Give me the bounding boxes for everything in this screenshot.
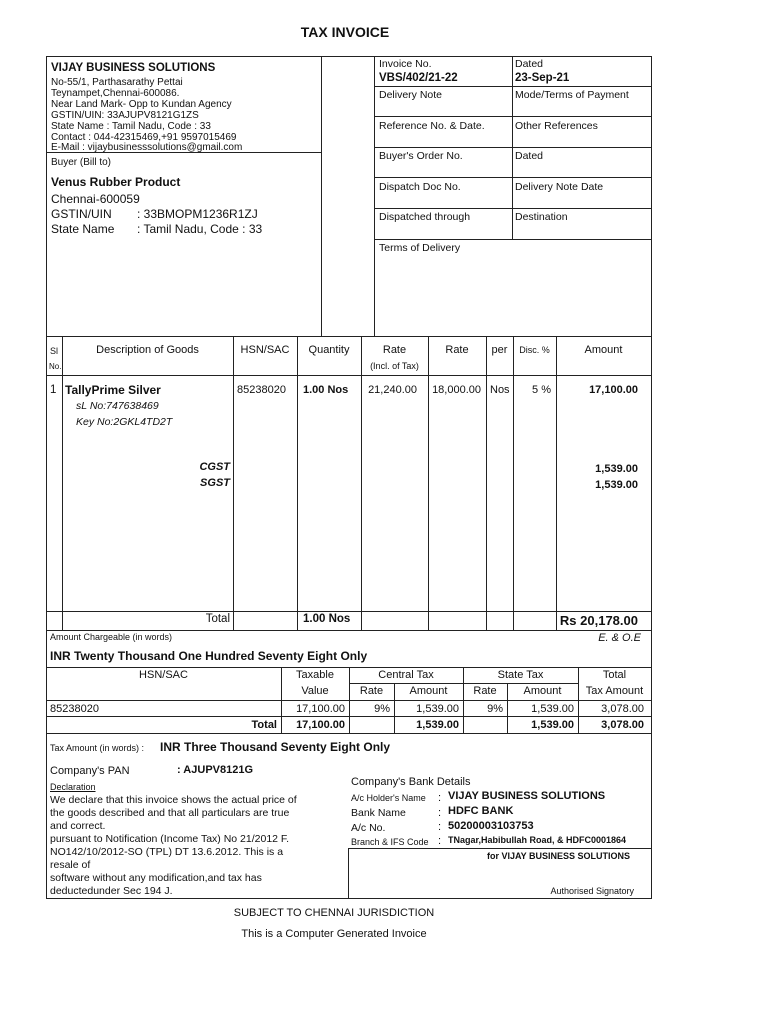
acno-label: A/c No. xyxy=(351,822,386,834)
items-col-line xyxy=(297,336,298,631)
taxable-header: Taxable xyxy=(296,669,334,681)
item-key-no: Key No:2GKL4TD2T xyxy=(76,416,173,428)
invoice-date: 23-Sep-21 xyxy=(515,72,570,84)
meta-left-line xyxy=(374,56,375,336)
buyer-gstin-value: : 33BMOPM1236R1ZJ xyxy=(137,207,258,221)
terms-delivery-label: Terms of Delivery xyxy=(379,242,461,254)
acno-sep: : xyxy=(438,821,442,833)
bank-sep: : xyxy=(438,807,442,819)
cgst-amount: 1,539.00 xyxy=(595,463,638,475)
signature-box-left xyxy=(348,848,349,899)
pan-value: : AJUPV8121G xyxy=(177,764,254,776)
per-header: per xyxy=(491,344,508,356)
central-rate-header: Rate xyxy=(359,685,384,697)
bank-name-label: Bank Name xyxy=(351,807,406,819)
for-company: for VIJAY BUSINESS SOLUTIONS xyxy=(486,851,630,861)
hsn-header: HSN/SAC xyxy=(240,344,290,356)
tax-total-central: 1,539.00 xyxy=(416,719,459,731)
order-dated-label: Dated xyxy=(515,150,544,162)
item-sl: 1 xyxy=(50,384,57,396)
declaration-line: and correct. xyxy=(50,820,106,832)
meta-row-line xyxy=(374,86,652,87)
disc-header: Disc. % xyxy=(519,345,550,355)
account-number: 50200003103753 xyxy=(448,820,534,832)
invoice-no: VBS/402/21-22 xyxy=(379,72,458,84)
item-quantity: 1.00 Nos xyxy=(303,384,349,396)
tax-row-taxable: 17,100.00 xyxy=(296,703,345,715)
frame-top xyxy=(46,56,652,57)
meta-row-line xyxy=(374,116,652,117)
tax-total-taxable: 17,100.00 xyxy=(296,719,345,731)
item-name: TallyPrime Silver xyxy=(65,383,161,397)
declaration-line: software without any modification,and tax has xyxy=(50,872,262,884)
tax-row-state-rate: 9% xyxy=(487,703,503,715)
items-col-line xyxy=(361,336,362,631)
meta-row-line xyxy=(374,239,652,240)
state-tax-header: State Tax xyxy=(497,669,544,681)
tax-row-central-amount: 1,539.00 xyxy=(416,703,459,715)
invoice-title: TAX INVOICE xyxy=(300,24,390,40)
items-total-label: Total xyxy=(205,613,230,625)
buyer-name: Venus Rubber Product xyxy=(51,175,181,189)
declaration-line: NO142/10/2012-SO (TPL) DT 13.6.2012. This is a xyxy=(50,846,284,858)
frame-bottom xyxy=(46,898,652,899)
declaration-heading: Declaration xyxy=(50,782,96,792)
items-total-line xyxy=(46,611,652,612)
grand-total: Rs 20,178.00 xyxy=(559,613,638,628)
bank-heading: Company's Bank Details xyxy=(351,776,471,788)
seller-state: State Name : Tamil Nadu, Code : 33 xyxy=(51,121,211,132)
sgst-label: SGST xyxy=(200,477,230,489)
pan-label: Company's PAN xyxy=(50,765,130,777)
branch-ifsc: TNagar,Habibullah Road, & HDFC0001864 xyxy=(448,835,627,845)
rate-incl-header: Rate xyxy=(382,344,407,356)
description-header: Description of Goods xyxy=(96,344,199,356)
meta-mid-line xyxy=(512,56,513,240)
buyer-state-value: : Tamil Nadu, Code : 33 xyxy=(137,222,263,236)
declaration-line: resale of xyxy=(50,859,91,871)
buyers-order-label: Buyer's Order No. xyxy=(379,150,463,162)
authorised-signatory: Authorised Signatory xyxy=(550,886,634,896)
jurisdiction-note: SUBJECT TO CHENNAI JURISDICTION xyxy=(233,907,435,919)
state-rate-header: Rate xyxy=(473,685,497,697)
dispatch-doc-label: Dispatch Doc No. xyxy=(379,181,461,193)
seller-email: E-Mail : vijaybusinesssolutions@gmail.com xyxy=(51,142,243,153)
sl-header-sub: No. xyxy=(49,362,62,371)
declaration-line: pursuant to Notification (Income Tax) No 21/2012 F. xyxy=(50,833,290,845)
seller-name: VIJAY BUSINESS SOLUTIONS xyxy=(51,62,216,74)
reference-label: Reference No. & Date. xyxy=(379,120,485,132)
sgst-amount: 1,539.00 xyxy=(595,479,638,491)
tax-row-hsn: 85238020 xyxy=(50,703,99,715)
mode-terms-label: Mode/Terms of Payment xyxy=(515,89,629,101)
items-total-quantity: 1.00 Nos xyxy=(303,613,351,625)
delivery-note-date-label: Delivery Note Date xyxy=(515,181,604,193)
item-amount: 17,100.00 xyxy=(589,384,638,396)
frame-left xyxy=(46,56,47,899)
meta-row-line xyxy=(374,147,652,148)
seller-address-line: No-55/1, Parthasarathy Pettai xyxy=(51,77,183,88)
amount-in-words: INR Twenty Thousand One Hundred Seventy Eight Only xyxy=(50,649,368,663)
branch-sep: : xyxy=(438,835,442,847)
eoe-note: E. & O.E xyxy=(598,632,641,644)
holder-sep: : xyxy=(438,792,442,804)
buyer-heading: Buyer (Bill to) xyxy=(51,157,112,168)
holder-label: A/c Holder's Name xyxy=(351,793,426,803)
tax-total-state: 1,539.00 xyxy=(531,719,574,731)
items-bottom-line xyxy=(46,630,652,631)
item-hsn: 85238020 xyxy=(237,384,286,396)
declaration-line: We declare that this invoice shows the actual price of xyxy=(50,794,297,806)
seller-contact: Contact : 044-42315469,+91 9597015469 xyxy=(51,132,237,143)
tax-total-label: Total xyxy=(251,719,277,731)
tax-row-state-amount: 1,539.00 xyxy=(531,703,574,715)
item-serial-no: sL No:747638469 xyxy=(76,400,159,412)
declaration-line: deductedunder Sec 194 J. xyxy=(50,885,173,897)
item-rate-incl: 21,240.00 xyxy=(368,384,417,396)
tax-hsn-header: HSN/SAC xyxy=(139,669,188,681)
sl-header: Sl xyxy=(50,346,59,356)
total-tax-header-sub: Tax Amount xyxy=(585,685,644,697)
delivery-note-label: Delivery Note xyxy=(379,89,443,101)
destination-label: Destination xyxy=(515,211,568,223)
buyer-state-label: State Name xyxy=(51,222,115,236)
item-rate: 18,000.00 xyxy=(432,384,481,396)
branch-label: Branch & IFS Code xyxy=(351,837,429,847)
seller-address-line: Near Land Mark- Opp to Kundan Agency xyxy=(51,99,232,110)
frame-right xyxy=(651,56,652,899)
items-col-line xyxy=(428,336,429,631)
dispatched-through-label: Dispatched through xyxy=(379,211,471,223)
tax-row-total: 3,078.00 xyxy=(601,703,644,715)
tax-total-sum: 3,078.00 xyxy=(601,719,644,731)
header-divider xyxy=(321,56,322,336)
total-tax-header: Total xyxy=(602,669,627,681)
tax-in-words: INR Three Thousand Seventy Eight Only xyxy=(160,740,391,754)
cgst-label: CGST xyxy=(199,461,230,473)
items-col-line xyxy=(233,336,234,631)
declaration-line: the goods described and that all particulars are true xyxy=(50,807,290,819)
item-disc: 5 % xyxy=(532,384,551,396)
items-top-line xyxy=(46,336,652,337)
dated-label: Dated xyxy=(515,58,544,70)
holder-name: VIJAY BUSINESS SOLUTIONS xyxy=(448,790,606,802)
items-col-line xyxy=(513,336,514,631)
bank-name: HDFC BANK xyxy=(448,805,514,817)
meta-row-line xyxy=(374,208,652,209)
rate-incl-sub-header: (Incl. of Tax) xyxy=(370,361,419,371)
signature-box-top xyxy=(348,848,652,849)
tax-table-bottom xyxy=(46,733,652,734)
buyer-city: Chennai-600059 xyxy=(51,192,140,206)
central-tax-header: Central Tax xyxy=(378,669,434,681)
taxable-header-sub: Value xyxy=(301,685,329,697)
quantity-header: Quantity xyxy=(308,344,350,356)
tax-row-central-rate: 9% xyxy=(374,703,390,715)
other-references-label: Other References xyxy=(515,120,598,132)
tax-subheader-line xyxy=(349,683,579,684)
amount-words-label: Amount Chargeable (in words) xyxy=(50,632,173,642)
items-col-line xyxy=(486,336,487,631)
amount-header: Amount xyxy=(584,344,623,356)
meta-row-line xyxy=(374,177,652,178)
central-amount-header: Amount xyxy=(409,685,448,697)
seller-gstin: GSTIN/UIN: 33AJUPV8121G1ZS xyxy=(51,110,199,121)
rate-header: Rate xyxy=(445,344,469,356)
computer-generated-note: This is a Computer Generated Invoice xyxy=(241,928,427,940)
seller-address-line: Teynampet,Chennai-600086. xyxy=(51,88,180,99)
item-per: Nos xyxy=(490,384,510,396)
tax-words-label: Tax Amount (in words) : xyxy=(50,743,145,753)
state-amount-header: Amount xyxy=(523,685,562,697)
buyer-gstin-label: GSTIN/UIN xyxy=(51,207,112,221)
items-header-line xyxy=(46,375,652,376)
invoice-no-label: Invoice No. xyxy=(379,58,432,70)
